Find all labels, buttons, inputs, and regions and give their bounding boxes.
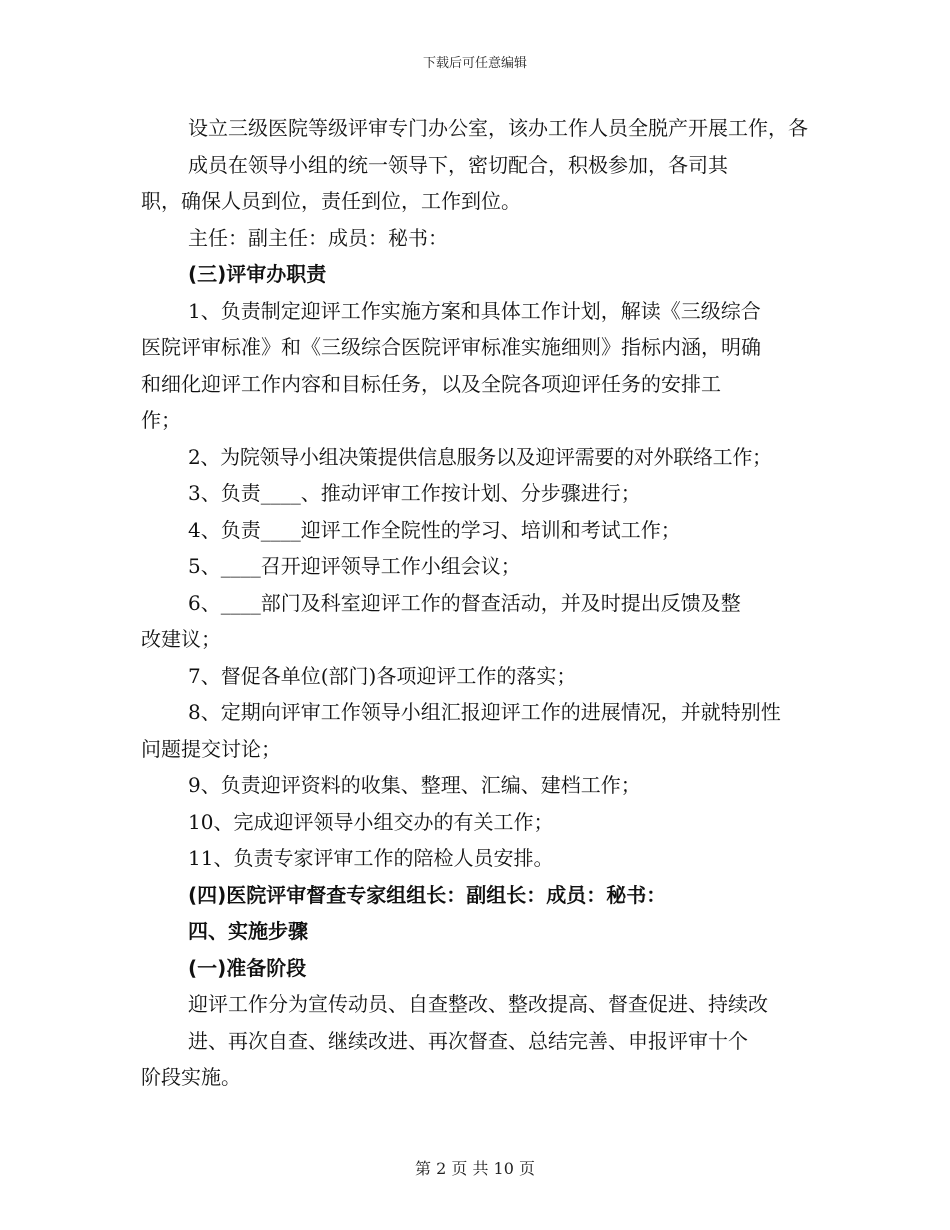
duty-item-7: 7、督促各单位(部门)各项迎评工作的落实；	[188, 663, 577, 688]
duty-item-4: 4、负责____迎评工作全院性的学习、培训和考试工作；	[188, 517, 681, 542]
document-body	[141, 110, 821, 1096]
duty-item-8	[141, 694, 821, 767]
page-footer: 第 2 页 共 10 页	[415, 1159, 535, 1178]
duty-item-3: 3、负责____、推动评审工作按计划、分步骤进行；	[188, 481, 641, 505]
duty-item-10: 10、完成迎评领导小组交办的有关工作；	[188, 809, 554, 834]
duty-item-5: 5、____召开迎评领导工作小组会议；	[188, 554, 521, 578]
line: 改建议；	[141, 627, 221, 651]
line: 职，确保人员到位，责任到位，工作到位。	[141, 189, 521, 213]
line: 和细化迎评工作内容和目标任务，以及全院各项迎评任务的安排工	[141, 371, 721, 396]
duty-item-11: 11、负责专家评审工作的陪检人员安排。	[188, 846, 554, 870]
line: 8、定期向评审工作领导小组汇报迎评工作的进展情况，并就特别性	[188, 700, 781, 724]
section-heading-duties: (三)评审办职责	[188, 262, 327, 286]
section-heading-preparation-stage: (一)准备阶段	[188, 955, 307, 980]
duty-item-6	[141, 585, 821, 658]
section-heading-expert-group: (四)医院评审督查专家组组长：副组长：成员：秘书：	[188, 882, 667, 907]
line: 进、再次自查、继续改进、再次督查、总结完善、申报评审十个	[188, 1028, 748, 1053]
line: 作；	[141, 408, 181, 432]
duty-item-9: 9、负责迎评资料的收集、整理、汇编、建档工作；	[188, 773, 641, 797]
line: 迎评工作分为宣传动员、自查整改、整改提高、督查促进、持续改	[188, 992, 768, 1016]
line: 问题提交讨论；	[141, 736, 281, 761]
paragraph-director-list: 主任：副主任：成员：秘书：	[188, 225, 448, 250]
section-heading-implementation-steps: 四、实施步骤	[188, 919, 308, 943]
line: 成员在领导小组的统一领导下，密切配合，积极参加，各司其	[188, 152, 728, 177]
page-header: 下载后可任意编辑	[422, 56, 527, 71]
line: 设立三级医院等级评审专门办公室，该办工作人员全脱产开展工作，各	[188, 116, 808, 140]
duty-item-2: 2、为院领导小组决策提供信息服务以及迎评需要的对外联络工作；	[188, 444, 772, 469]
duty-item-1	[141, 293, 821, 439]
paragraph-office-setup	[141, 110, 821, 220]
paragraph-stages	[141, 986, 821, 1096]
line: 阶段实施。	[141, 1065, 241, 1089]
line: 6、____部门及科室迎评工作的督查活动，并及时提出反馈及整	[188, 590, 741, 615]
line: 1、负责制定迎评工作实施方案和具体工作计划，解读《三级综合	[188, 298, 761, 323]
line: 医院评审标准》和《三级综合医院评审标准实施细则》指标内涵，明确	[141, 335, 761, 359]
